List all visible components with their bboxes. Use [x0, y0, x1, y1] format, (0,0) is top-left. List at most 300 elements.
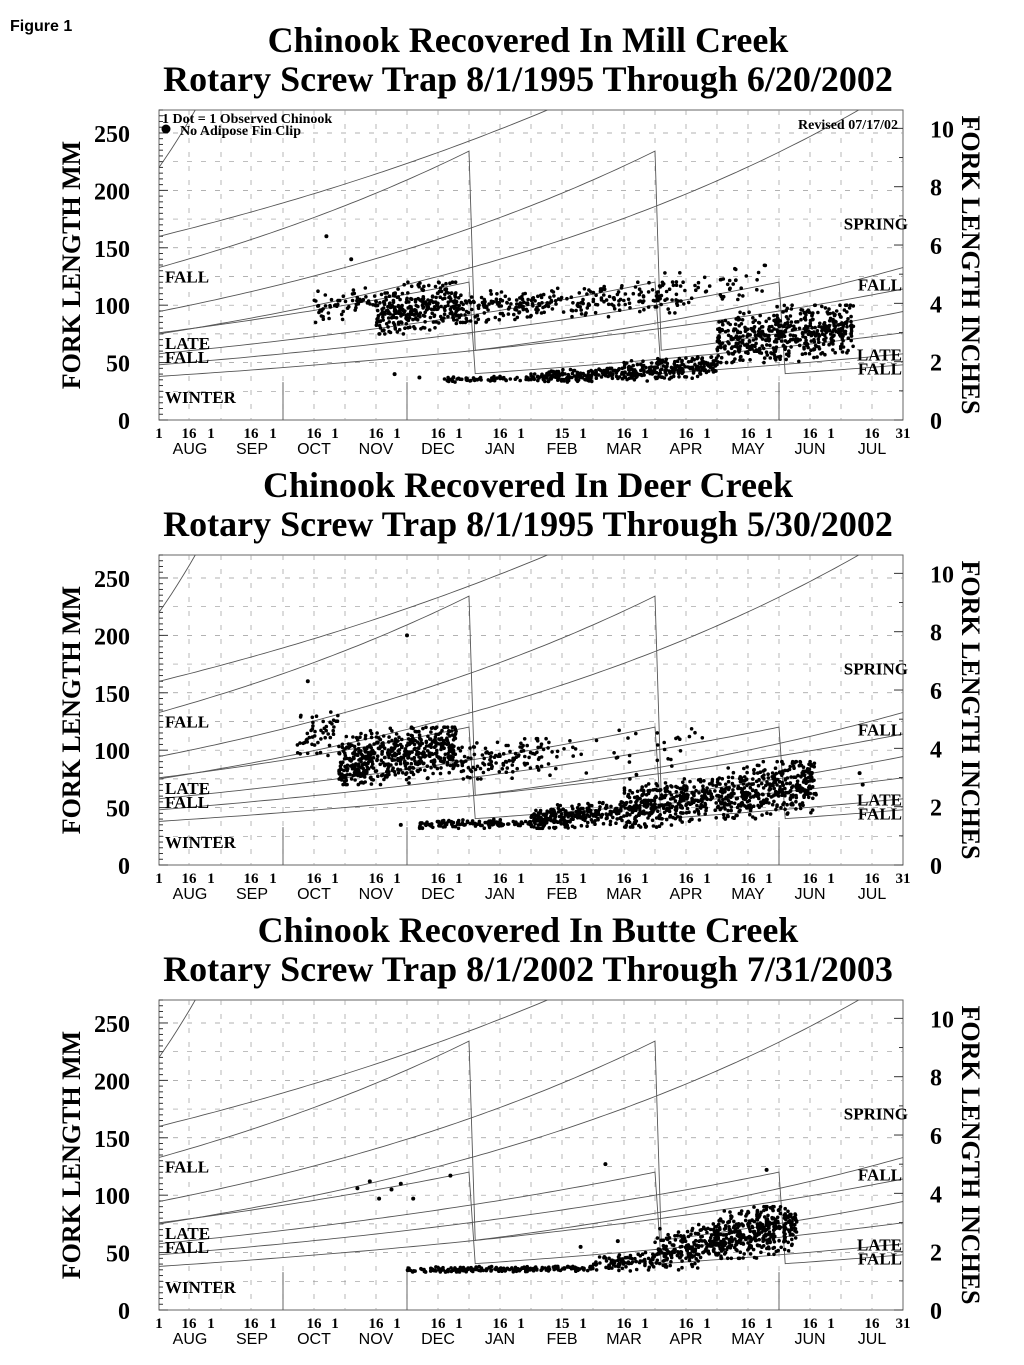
data-point	[730, 805, 734, 809]
data-point	[740, 801, 744, 805]
data-point	[365, 747, 369, 751]
data-point	[363, 780, 367, 784]
data-point	[748, 813, 752, 817]
run-label-fall-right: FALL	[857, 1165, 902, 1185]
data-point	[707, 1251, 711, 1255]
data-point	[823, 353, 827, 357]
data-point	[703, 790, 707, 794]
data-point	[298, 752, 302, 756]
data-point	[398, 328, 402, 332]
data-point	[472, 745, 476, 749]
data-point	[804, 336, 808, 340]
data-point	[602, 293, 606, 297]
data-point	[807, 786, 811, 790]
data-point	[765, 1247, 769, 1251]
data-point	[380, 742, 384, 746]
data-point	[341, 746, 345, 750]
data-point	[777, 1239, 781, 1243]
data-point	[376, 774, 380, 778]
data-point	[387, 320, 391, 324]
data-point	[633, 378, 637, 382]
x-day-tick-label: 16	[678, 1316, 694, 1332]
data-point	[479, 777, 483, 781]
data-point	[679, 797, 683, 801]
data-point	[504, 744, 508, 748]
data-point	[523, 292, 527, 296]
data-point	[324, 729, 328, 733]
data-point	[531, 302, 535, 306]
data-point	[757, 1231, 761, 1235]
data-point	[658, 1262, 662, 1266]
data-point	[681, 280, 685, 284]
data-point	[527, 756, 531, 760]
data-point	[433, 745, 437, 749]
data-point	[751, 328, 755, 332]
data-point	[683, 289, 687, 293]
data-point	[617, 303, 621, 307]
data-point	[718, 345, 722, 349]
data-point	[623, 370, 627, 374]
data-point	[391, 304, 395, 308]
y2-tick-label: 4	[930, 737, 942, 764]
data-point	[459, 313, 463, 317]
data-point	[694, 1232, 698, 1236]
data-point	[768, 1221, 772, 1225]
data-point	[397, 759, 401, 763]
data-point	[544, 737, 548, 741]
data-point	[532, 1267, 536, 1271]
data-point	[725, 786, 729, 790]
data-point	[831, 311, 835, 315]
x-month-label: NOV	[358, 886, 394, 903]
data-point	[702, 779, 706, 783]
run-label-spring: SPRING	[843, 659, 908, 679]
data-point	[631, 807, 635, 811]
x-day-tick-label: 1	[269, 426, 277, 442]
data-point	[420, 742, 424, 746]
run-label-late-fall-right: FALL	[857, 804, 902, 824]
data-point	[500, 1269, 504, 1273]
data-point	[446, 763, 450, 767]
data-point	[620, 805, 624, 809]
data-point	[306, 752, 310, 756]
data-point	[704, 803, 708, 807]
data-point	[628, 754, 632, 758]
data-point	[763, 768, 767, 772]
data-point	[387, 735, 391, 739]
data-point	[697, 812, 701, 816]
data-point	[727, 776, 731, 780]
data-point	[473, 315, 477, 319]
data-point	[688, 780, 692, 784]
data-point	[709, 1228, 713, 1232]
data-point	[687, 810, 691, 814]
data-point	[623, 825, 627, 829]
data-point	[507, 298, 511, 302]
data-point	[726, 1257, 730, 1261]
data-point	[731, 776, 735, 780]
x-month-label: JUN	[794, 1331, 826, 1348]
data-point	[430, 311, 434, 315]
data-point	[688, 735, 692, 739]
data-point	[408, 739, 412, 743]
data-point	[443, 312, 447, 316]
data-point	[806, 767, 810, 771]
data-point	[375, 317, 379, 321]
outlier-point	[324, 234, 328, 238]
data-point	[454, 752, 458, 756]
data-point	[748, 333, 752, 337]
y2-tick-label: 0	[930, 854, 942, 880]
data-point	[802, 780, 806, 784]
data-point	[487, 318, 491, 322]
data-point	[688, 820, 692, 824]
data-point	[612, 810, 616, 814]
data-point	[464, 759, 468, 763]
data-point	[316, 289, 320, 293]
data-point	[620, 284, 624, 288]
x-day-tick-label: 16	[430, 871, 446, 887]
data-point	[765, 1239, 769, 1243]
data-point	[314, 321, 318, 325]
data-point	[657, 804, 661, 808]
run-label-late-fall-right: FALL	[857, 1249, 902, 1269]
data-point	[820, 305, 824, 309]
data-point	[348, 743, 352, 747]
data-point	[582, 813, 586, 817]
data-point	[752, 338, 756, 342]
data-point	[738, 808, 742, 812]
data-point	[499, 818, 503, 822]
data-point	[690, 727, 694, 731]
data-point	[343, 765, 347, 769]
data-point	[413, 743, 417, 747]
data-point	[496, 741, 500, 745]
data-point	[680, 790, 684, 794]
data-point	[520, 749, 524, 753]
data-point	[612, 296, 616, 300]
y2-tick-label: 6	[930, 1124, 942, 1151]
data-point	[638, 310, 642, 314]
data-point	[776, 1249, 780, 1253]
data-point	[758, 327, 762, 331]
x-day-tick-label: 1	[703, 1316, 711, 1332]
data-point	[743, 775, 747, 779]
data-point	[450, 310, 454, 314]
data-point	[758, 348, 762, 352]
data-point	[828, 312, 832, 316]
data-point	[769, 1206, 773, 1210]
data-point	[717, 320, 721, 324]
data-point	[483, 311, 487, 315]
data-point	[795, 760, 799, 764]
data-point	[783, 808, 787, 812]
data-point	[345, 746, 349, 750]
data-point	[382, 300, 386, 304]
data-point	[761, 775, 765, 779]
data-point	[673, 362, 677, 366]
data-point	[384, 296, 388, 300]
x-day-tick-label: 1	[517, 426, 525, 442]
x-month-label: SEP	[235, 441, 269, 458]
data-point	[735, 1240, 739, 1244]
data-point	[439, 305, 443, 309]
outlier-point	[616, 1239, 620, 1243]
data-point	[357, 762, 361, 766]
data-point	[628, 1256, 632, 1260]
data-point	[718, 1226, 722, 1230]
run-label-fall: FALL	[165, 267, 210, 287]
data-point	[849, 315, 853, 319]
data-point	[677, 1230, 681, 1234]
data-point	[725, 361, 729, 365]
data-point	[311, 724, 315, 728]
data-point	[701, 1251, 705, 1255]
x-month-label: SEP	[235, 1331, 269, 1348]
data-point	[745, 343, 749, 347]
data-point	[768, 329, 772, 333]
data-point	[726, 340, 730, 344]
data-point	[634, 803, 638, 807]
data-point	[498, 318, 502, 322]
data-point	[807, 763, 811, 767]
data-point	[676, 815, 680, 819]
chart-title: Chinook Recovered In Deer Creek	[263, 465, 793, 505]
data-point	[455, 322, 459, 326]
data-point	[769, 787, 773, 791]
x-month-label: JUL	[857, 1331, 887, 1348]
data-point	[548, 818, 552, 822]
data-point	[454, 280, 458, 284]
data-point	[685, 802, 689, 806]
data-point	[457, 822, 461, 826]
data-point	[432, 315, 436, 319]
data-point	[329, 736, 333, 740]
x-day-tick-label: 16	[430, 426, 446, 442]
run-label-winter: WINTER	[165, 388, 236, 408]
data-point	[682, 1234, 686, 1238]
data-point	[587, 288, 591, 292]
data-point	[609, 820, 613, 824]
data-point	[685, 797, 689, 801]
data-point	[805, 310, 809, 314]
data-point	[375, 769, 379, 773]
data-point	[409, 297, 413, 301]
data-point	[472, 376, 476, 380]
data-point	[386, 309, 390, 313]
data-point	[487, 378, 491, 382]
x-month-label: JAN	[484, 441, 516, 458]
data-point	[493, 755, 497, 759]
data-point	[342, 769, 346, 773]
data-point	[459, 1268, 463, 1272]
data-point	[393, 752, 397, 756]
data-point	[443, 293, 447, 297]
data-point	[760, 813, 764, 817]
data-point	[566, 824, 570, 828]
x-day-tick-label: 16	[740, 871, 756, 887]
data-point	[733, 802, 737, 806]
data-point	[697, 778, 701, 782]
data-point	[829, 317, 833, 321]
data-point	[849, 339, 853, 343]
data-point	[779, 770, 783, 774]
data-point	[737, 293, 741, 297]
data-point	[518, 296, 522, 300]
x-day-tick-label: 1	[827, 871, 835, 887]
data-point	[651, 288, 655, 292]
data-point	[827, 329, 831, 333]
data-point	[658, 789, 662, 793]
data-point	[562, 1267, 566, 1271]
data-point	[625, 812, 629, 816]
data-point	[654, 377, 658, 381]
data-point	[668, 810, 672, 814]
data-point	[520, 305, 524, 309]
data-point	[709, 792, 713, 796]
x-month-label: DEC	[421, 441, 455, 458]
data-point	[607, 315, 611, 319]
data-point	[680, 367, 684, 371]
data-point	[344, 754, 348, 758]
data-point	[799, 775, 803, 779]
data-point	[403, 326, 407, 330]
data-point	[679, 749, 683, 753]
data-point	[817, 333, 821, 337]
data-point	[423, 311, 427, 315]
data-point	[807, 333, 811, 337]
data-point	[305, 740, 309, 744]
data-point	[529, 372, 533, 376]
data-point	[393, 758, 397, 762]
data-point	[810, 776, 814, 780]
data-point	[572, 369, 576, 373]
data-point	[624, 802, 628, 806]
data-point	[721, 323, 725, 327]
data-point	[434, 752, 438, 756]
data-point	[811, 797, 815, 801]
y-tick-label: 0	[118, 1299, 130, 1325]
data-point	[460, 301, 464, 305]
data-point	[447, 820, 451, 824]
data-point	[804, 330, 808, 334]
y2-axis-label: FORK LENGTH INCHES	[956, 560, 985, 860]
data-point	[665, 1237, 669, 1241]
x-day-tick-label: 1	[207, 426, 215, 442]
data-point	[486, 820, 490, 824]
data-point	[617, 368, 621, 372]
data-point	[674, 812, 678, 816]
data-point	[741, 294, 745, 298]
data-point	[571, 309, 575, 313]
data-point	[446, 315, 450, 319]
data-point	[813, 762, 817, 766]
data-point	[812, 765, 816, 769]
data-point	[730, 1257, 734, 1261]
data-point	[729, 1214, 733, 1218]
data-point	[662, 1247, 666, 1251]
data-point	[773, 779, 777, 783]
data-point	[690, 1263, 694, 1267]
x-day-tick-label: 16	[864, 426, 880, 442]
data-point	[384, 775, 388, 779]
data-point	[783, 304, 787, 308]
data-point	[406, 1269, 410, 1273]
data-point	[370, 765, 374, 769]
data-point	[616, 756, 620, 760]
data-point	[444, 282, 448, 286]
x-day-tick-label: 15	[554, 1316, 570, 1332]
data-point	[845, 351, 849, 355]
data-point	[383, 756, 387, 760]
x-month-label: JAN	[484, 1331, 516, 1348]
data-point	[732, 337, 736, 341]
data-point	[341, 310, 345, 314]
data-point	[804, 788, 808, 792]
data-point	[554, 826, 558, 830]
y2-tick-label: 10	[930, 562, 954, 589]
data-point	[670, 806, 674, 810]
data-point	[738, 1212, 742, 1216]
data-point	[743, 779, 747, 783]
data-point	[510, 776, 514, 780]
data-point	[772, 314, 776, 318]
data-point	[684, 1246, 688, 1250]
data-point	[406, 750, 410, 754]
data-point	[387, 330, 391, 334]
data-point	[831, 348, 835, 352]
data-point	[751, 782, 755, 786]
data-point	[783, 1207, 787, 1211]
data-point	[474, 822, 478, 826]
data-point	[757, 784, 761, 788]
data-point	[845, 325, 849, 329]
x-month-label: JUN	[794, 441, 826, 458]
data-point	[669, 784, 673, 788]
data-point	[476, 777, 480, 781]
data-point	[721, 297, 725, 301]
data-point	[686, 807, 690, 811]
data-point	[617, 1269, 621, 1273]
x-month-label: MAY	[731, 441, 765, 458]
data-point	[636, 280, 640, 284]
data-point	[723, 344, 727, 348]
data-point	[505, 301, 509, 305]
data-point	[578, 291, 582, 295]
data-point	[815, 355, 819, 359]
data-point	[594, 293, 598, 297]
data-point	[786, 811, 790, 815]
data-point	[375, 758, 379, 762]
x-day-tick-label: 1	[331, 1316, 339, 1332]
data-point	[670, 793, 674, 797]
data-point	[556, 750, 560, 754]
data-point	[587, 302, 591, 306]
x-day-tick-label: 16	[492, 1316, 508, 1332]
data-point	[623, 303, 627, 307]
data-point	[547, 380, 551, 384]
data-point	[431, 295, 435, 299]
data-point	[480, 1266, 484, 1270]
data-point	[602, 1256, 606, 1260]
data-point	[796, 782, 800, 786]
data-point	[509, 377, 513, 381]
data-point	[717, 1223, 721, 1227]
data-point	[474, 321, 478, 325]
data-point	[429, 766, 433, 770]
data-point	[566, 375, 570, 379]
data-point	[696, 1253, 700, 1257]
